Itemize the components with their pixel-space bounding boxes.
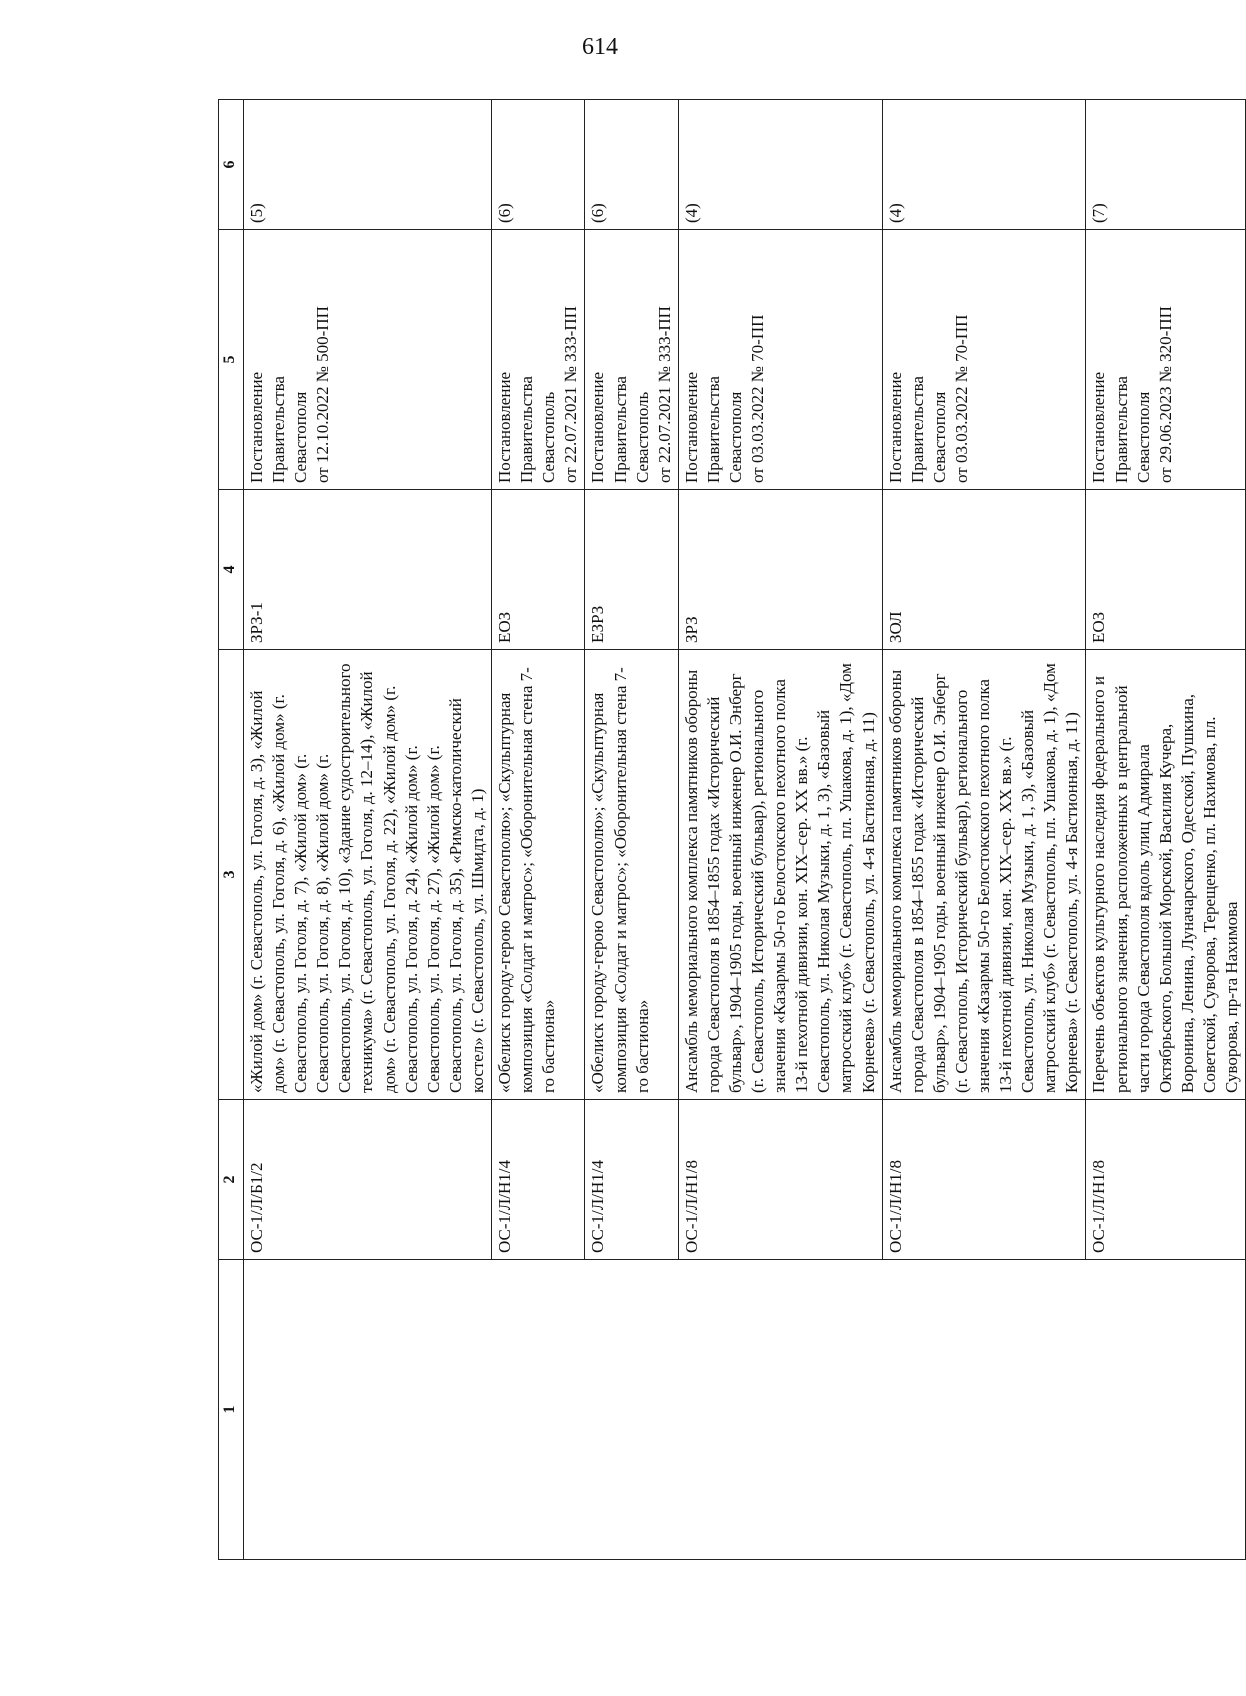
decree-line: Постановление xyxy=(247,371,266,483)
note-cell: (7) xyxy=(1086,100,1246,230)
code-cell: ОС-1/Л/Н1/8 xyxy=(882,1100,1086,1260)
code-cell: ОС-1/Л/Н1/4 xyxy=(585,1100,678,1260)
page-number: 614 xyxy=(582,34,618,60)
decree-line: от 12.10.2022 № 500-ПП xyxy=(313,306,333,483)
zone-cell: ЗОЛ xyxy=(882,490,1086,650)
decree-line: Правительства xyxy=(1111,376,1131,483)
table-row xyxy=(244,100,492,1560)
zone-cell: ЕЗРЗ xyxy=(585,490,678,650)
decree-line: от 22.07.2021 № 333-ПП xyxy=(561,306,581,483)
description-cell: Ансамбль мемориального комплекса памятников обороны города Севастополя в 1854–1855 годах «Исторический бульвар», 1904–1905 годы, военный инженер О.И. Энберг (г. Севастополь, Исторический бульвар), регионального значения «Казармы 50-го Белостокского пехотного полка 13-й пехотной дивизии, кон. XIX–сер. XX вв.» (г. Севастополь, ул. Николая Музыки, д. 1, 3), «Базовый матросский клуб» (г. Севастополь, пл. Ушакова, д. 1), «Дом Корнеева» (г. Севастополь, ул. 4-я Бастионная, д. 11) xyxy=(882,650,1086,1100)
rotated-table-container xyxy=(218,100,1242,1560)
zone-cell: ЗРЗ-1 xyxy=(244,490,492,650)
header-row xyxy=(219,100,244,1560)
header-col-5: 5 xyxy=(219,230,244,490)
decree-line: Правительства xyxy=(269,376,289,483)
zone-cell: ЕОЗ xyxy=(492,490,585,650)
header-col-6: 6 xyxy=(219,100,244,230)
decree-line: Севастополь xyxy=(632,391,652,483)
merged-first-column-cell xyxy=(244,1260,1246,1560)
decree-line: Правительства xyxy=(703,376,723,483)
decree-line: Севастополя xyxy=(291,391,311,483)
decree-cell xyxy=(1086,230,1246,490)
code-cell: ОС-1/Л/Н1/4 xyxy=(492,1100,585,1260)
code-cell: ОС-1/Л/Н1/8 xyxy=(678,1100,882,1260)
note-cell: (4) xyxy=(882,100,1086,230)
decree-line: от 03.03.2022 № 70-ПП xyxy=(748,314,768,483)
decree-line: от 29.06.2023 № 320-ПП xyxy=(1155,306,1175,483)
decree-line: Постановление xyxy=(495,371,515,483)
zone-cell: ЕОЗ xyxy=(1086,490,1246,650)
code-cell: ОС-1/Л/Н1/8 xyxy=(1086,1100,1246,1260)
decree-cell xyxy=(678,230,882,490)
note-cell: (5) xyxy=(244,100,492,230)
description-cell: «Обелиск городу-герою Севастополю»; «Скульптурная композиция «Солдат и матрос»; «Оборонительная стена 7-го бастиона» xyxy=(492,650,585,1100)
decree-line: Севастополя xyxy=(929,391,949,483)
description-cell: Перечень объектов культурного наследия федерального и регионального значения, расположенных в центральной части города Севастополя вдоль улиц Адмирала Октябрьского, Большой Морской, Василия Кучера, Воронина, Ленина, Луначарского, Одесской, Пушкина, Советской, Суворова, Терещенко, пл. Нахимова, пл. Суворова, пр-та Нахимова xyxy=(1086,650,1246,1100)
note-cell: (4) xyxy=(678,100,882,230)
decree-line: Постановление xyxy=(885,371,905,483)
code-cell: ОС-1/Л/Б1/2 xyxy=(244,1100,492,1260)
header-col-3: 3 xyxy=(219,650,244,1100)
note-cell: (6) xyxy=(492,100,585,230)
decree-cell xyxy=(585,230,678,490)
zones-table xyxy=(218,99,1246,1560)
decree-line: Севастополя xyxy=(725,391,745,483)
decree-line: Севастополя xyxy=(1133,391,1153,483)
description-cell: «Жилой дом» (г. Севастополь, ул. Гоголя, д. 3), «Жилой дом» (г. Севастополь, ул. Гоголя, д. 6), «Жилой дом» (г. Севастополь, ул. Гоголя, д. 7), «Жилой дом» (г. Севастополь, ул. Гоголя, д. 8), «Жилой дом» (г. Севастополь, ул. Гоголя, д. 10), «Здание судостроительного техникума» (г. Севастополь, ул. Гоголя, д. 12–14), «Жилой дом» (г. Севастополь, ул. Гоголя, д. 22), «Жилой дом» (г. Севастополь, ул. Гоголя, д. 24), «Жилой дом» (г. Севастополь, ул. Гоголя, д. 27), «Жилой дом» (г. Севастополь, ул. Гоголя, д. 35), «Римско-католический костел» (г. Севастополь, ул. Шмидта, д. 1) xyxy=(244,650,492,1100)
decree-line: Севастополь xyxy=(539,391,559,483)
decree-line: Правительства xyxy=(610,376,630,483)
decree-line: от 22.07.2021 № 333-ПП xyxy=(654,306,674,483)
decree-cell xyxy=(882,230,1086,490)
header-col-4: 4 xyxy=(219,490,244,650)
decree-line: от 03.03.2022 № 70-ПП xyxy=(951,314,971,483)
description-cell: «Обелиск городу-герою Севастополю»; «Скульптурная композиция «Солдат и матрос»; «Оборонительная стена 7-го бастиона» xyxy=(585,650,678,1100)
header-col-1: 1 xyxy=(219,1260,244,1560)
decree-cell xyxy=(492,230,585,490)
decree-line: Правительства xyxy=(517,376,537,483)
decree-line: Постановление xyxy=(1089,371,1109,483)
decree-line: Правительства xyxy=(907,376,927,483)
decree-line: Постановление xyxy=(681,371,701,483)
zone-cell: ЗРЗ xyxy=(678,490,882,650)
header-col-2: 2 xyxy=(219,1100,244,1260)
decree-cell xyxy=(244,230,492,490)
decree-line: Постановление xyxy=(588,371,608,483)
note-cell: (6) xyxy=(585,100,678,230)
description-cell: Ансамбль мемориального комплекса памятников обороны города Севастополя в 1854–1855 годах «Исторический бульвар», 1904–1905 годы, военный инженер О.И. Энберг (г. Севастополь, Исторический бульвар), регионального значения «Казармы 50-го Белостокского пехотного полка 13-й пехотной дивизии, кон. XIX–сер. XX вв.» (г. Севастополь, ул. Николая Музыки, д. 1, 3), «Базовый матросский клуб» (г. Севастополь, пл. Ушакова, д. 1), «Дом Корнеева» (г. Севастополь, ул. 4-я Бастионная, д. 11) xyxy=(678,650,882,1100)
